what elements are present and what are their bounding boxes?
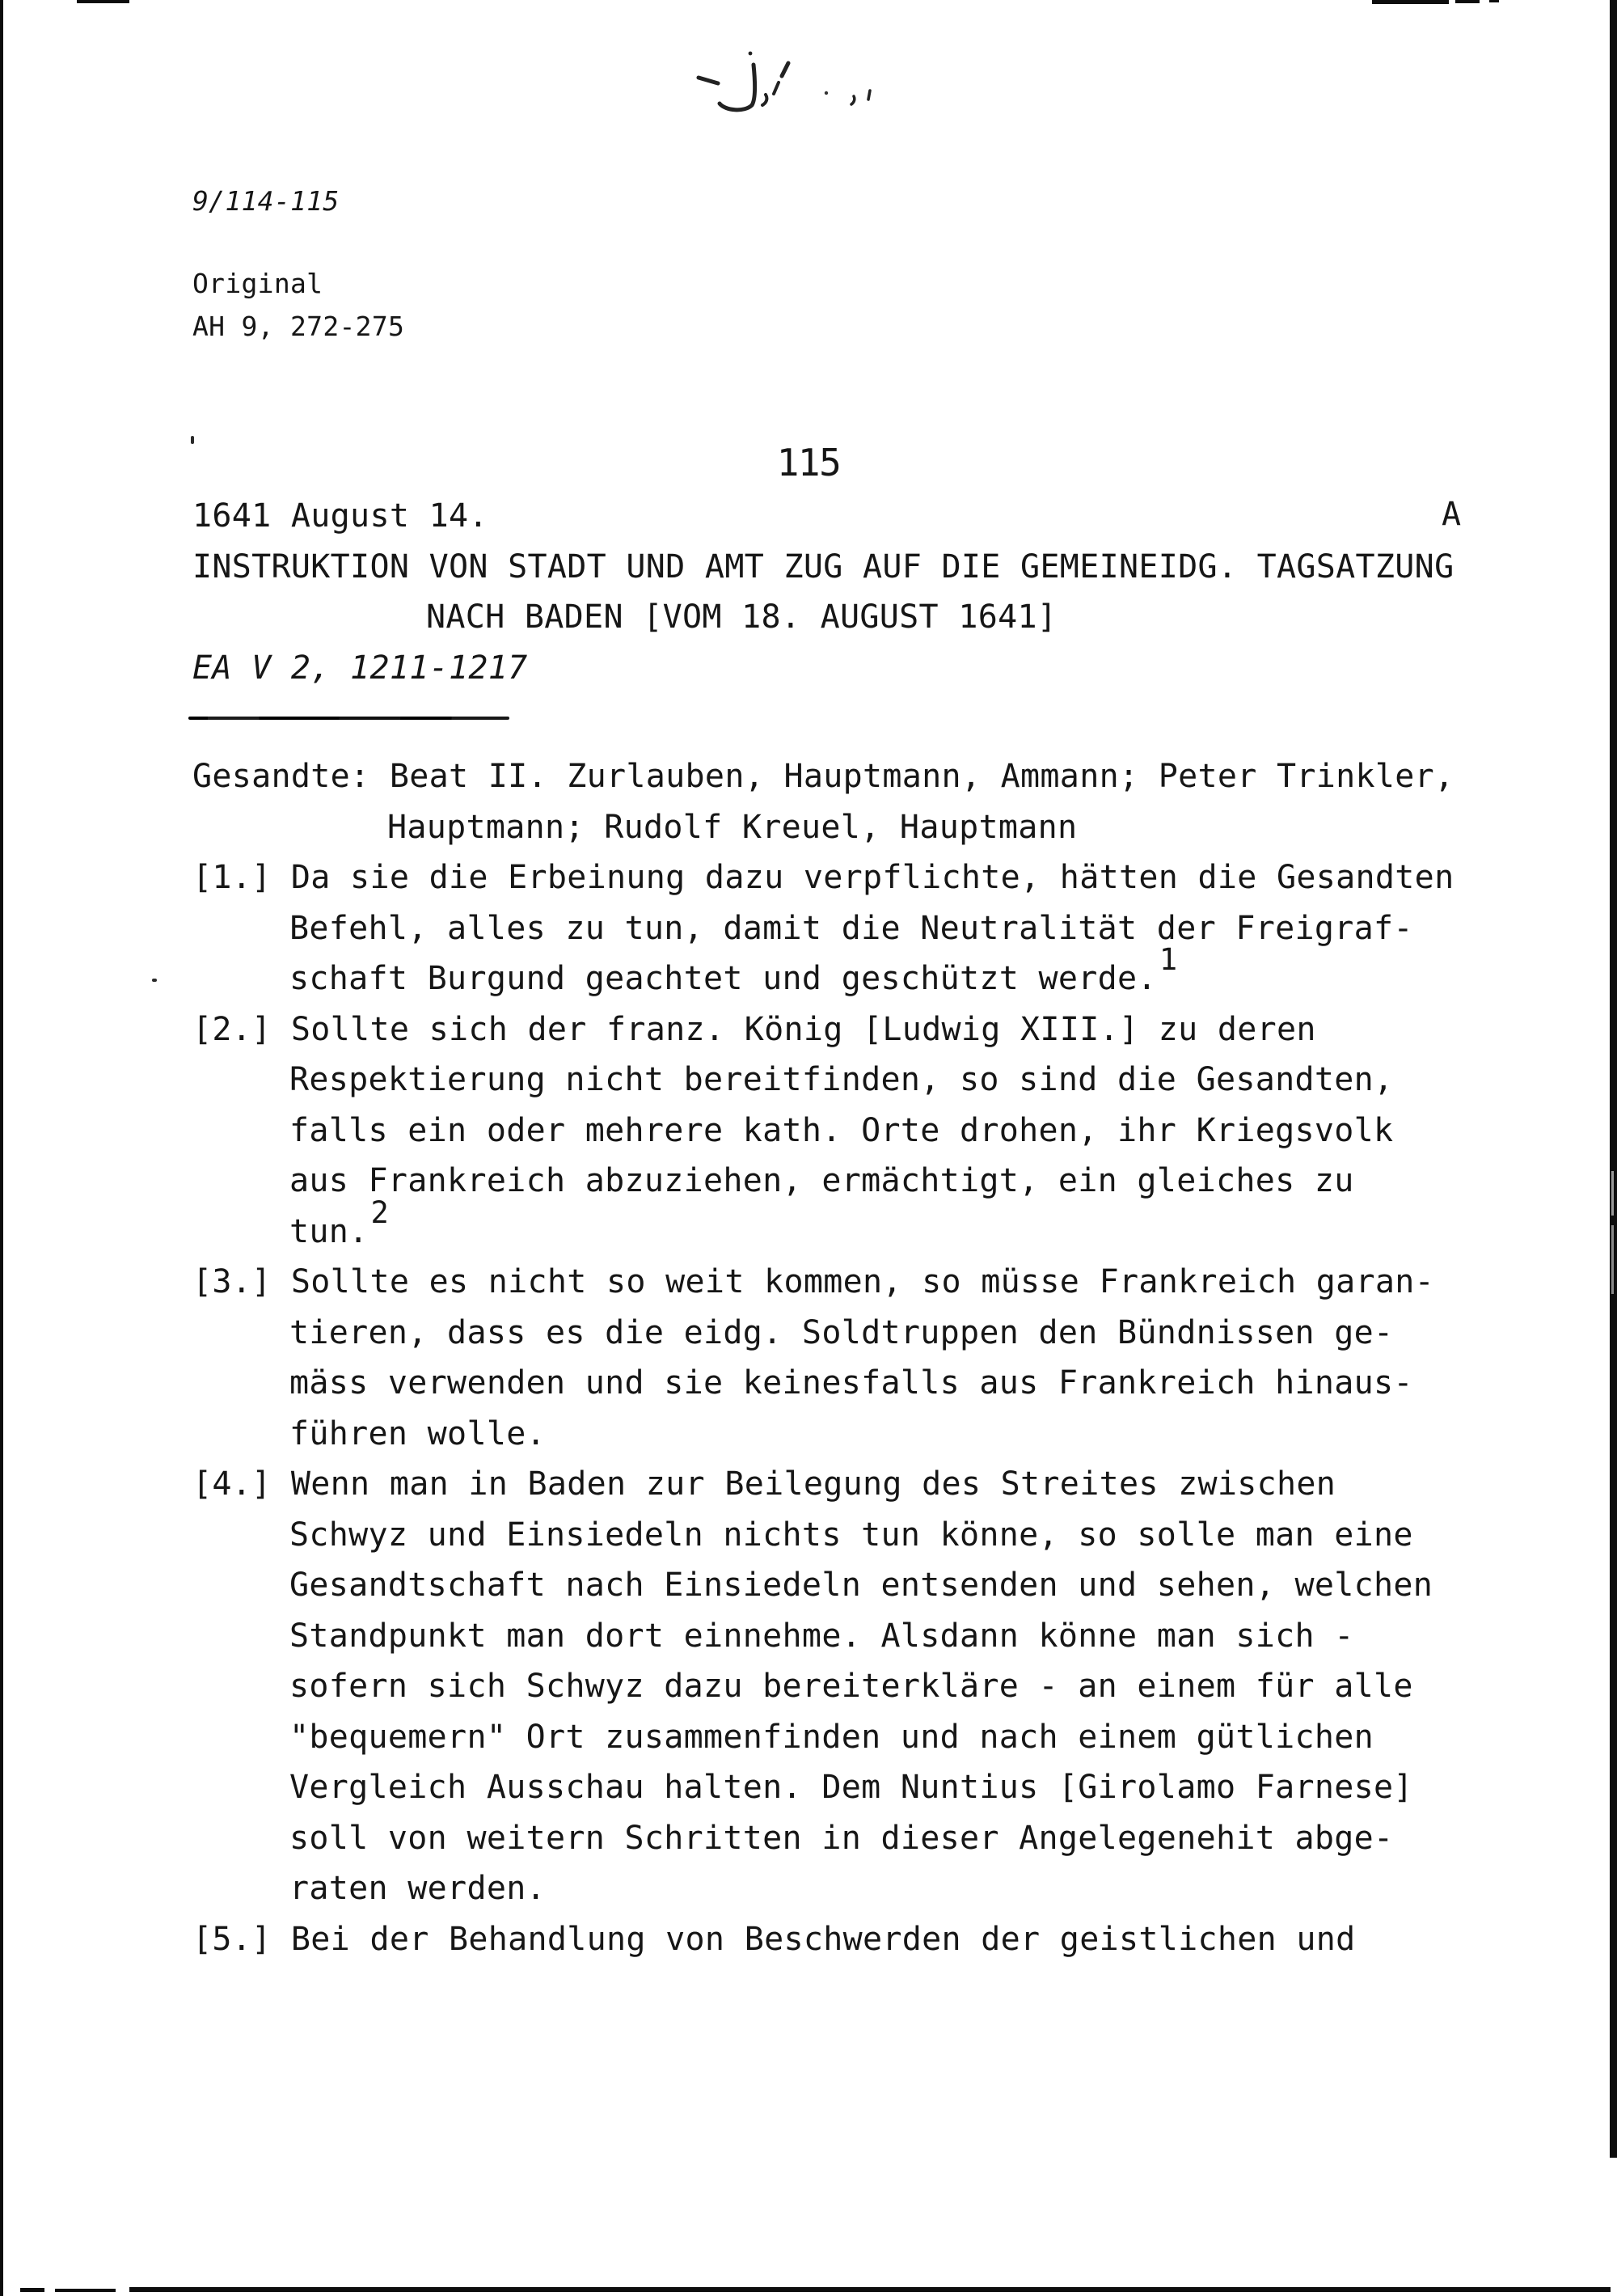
handwritten-mark	[687, 32, 897, 129]
scan-border-right	[1610, 0, 1617, 2158]
scan-border-top	[1372, 0, 1449, 4]
corner-letter: A	[1442, 496, 1462, 533]
footnote-marker-2: 2	[370, 1195, 389, 1230]
scan-border-left	[0, 0, 3, 2296]
body-line: Respektierung nicht bereitfinden, so sind die Gesandten,	[289, 1061, 1394, 1098]
scan-border-right-slit	[1611, 1171, 1614, 1216]
body-line: Gesandte: Beat II. Zurlauben, Hauptmann, Ammann; Peter Trinkler,	[192, 758, 1454, 795]
body-line: Hauptmann; Rudolf Kreuel, Hauptmann	[387, 808, 1078, 846]
source-note-line1: Original	[192, 268, 323, 299]
body-line: [2.] Sollte sich der franz. König [Ludwig XIII.] zu deren	[192, 1010, 1316, 1048]
edition-reference: EA V 2, 1211-1217	[192, 649, 528, 687]
body-line: raten werden.	[289, 1870, 546, 1907]
body-line: [5.] Bei der Behandlung von Beschwerden der geistlichen und	[192, 1920, 1356, 1958]
body-line: Gesandtschaft nach Einsiedeln entsenden und sehen, welchen	[289, 1567, 1433, 1604]
scan-border-top	[77, 0, 129, 3]
body-line: Befehl, alles zu tun, damit die Neutralität der Freigraf-	[289, 909, 1413, 947]
body-line: Standpunkt man dort einnehme. Alsdann könne man sich -	[289, 1617, 1354, 1655]
footnote-marker-1: 1	[1159, 942, 1178, 977]
body-line: "bequemern" Ort zusammenfinden und nach einem gütlichen	[289, 1718, 1374, 1756]
document-date: 1641 August 14.	[192, 497, 488, 535]
document-body	[192, 751, 1454, 1964]
document-title-line1: INSTRUKTION VON STADT UND AMT ZUG AUF DIE GEMEINEIDG. TAGSATZUNG	[192, 548, 1454, 586]
body-line: sofern sich Schwyz dazu bereiterkläre - an einem für alle	[289, 1668, 1413, 1705]
scan-border-top	[1489, 0, 1499, 2]
body-line: [3.] Sollte es nicht so weit kommen, so müsse Frankreich garan-	[192, 1263, 1435, 1300]
body-line: aus Frankreich abzuziehen, ermächtigt, ein gleiches zu	[289, 1162, 1354, 1199]
body-line: falls ein oder mehrere kath. Orte drohen, ihr Kriegsvolk	[289, 1111, 1394, 1149]
scan-border-right-slit	[1611, 1225, 1614, 1294]
document-title-line2: NACH BADEN [VOM 18. AUGUST 1641]	[426, 598, 1058, 636]
body-line: Schwyz und Einsiedeln nichts tun könne, so solle man eine	[289, 1516, 1413, 1554]
body-line: [1.] Da sie die Erbeinung dazu verpflichte, hätten die Gesandten	[192, 859, 1454, 896]
scan-border-bottom	[20, 2288, 44, 2292]
scan-border-bottom	[129, 2287, 1611, 2292]
scan-border-bottom	[55, 2289, 116, 2292]
source-note-line2: AH 9, 272-275	[192, 311, 405, 342]
body-line: schaft Burgund geachtet und geschützt werde.1	[192, 953, 1454, 1004]
divider-rule	[188, 717, 509, 720]
body-line: Vergleich Ausschau halten. Dem Nuntius [Girolamo Farnese]	[289, 1769, 1413, 1806]
archive-reference: 9/114-115	[192, 185, 340, 217]
body-line: tieren, dass es die eidg. Soldtruppen den Bündnissen ge-	[289, 1313, 1394, 1351]
scan-border-top	[1455, 0, 1480, 3]
body-line: tun.2	[192, 1207, 1454, 1258]
document-number: 115	[776, 441, 841, 484]
body-line: soll von weitern Schritten in dieser Angelegenehit abge-	[289, 1819, 1394, 1857]
ink-speck	[152, 979, 157, 982]
body-line: [4.] Wenn man in Baden zur Beilegung des Streites zwischen	[192, 1465, 1336, 1503]
body-line: führen wolle.	[289, 1414, 546, 1452]
body-line: mäss verwenden und sie keinesfalls aus Frankreich hinaus-	[289, 1364, 1413, 1402]
